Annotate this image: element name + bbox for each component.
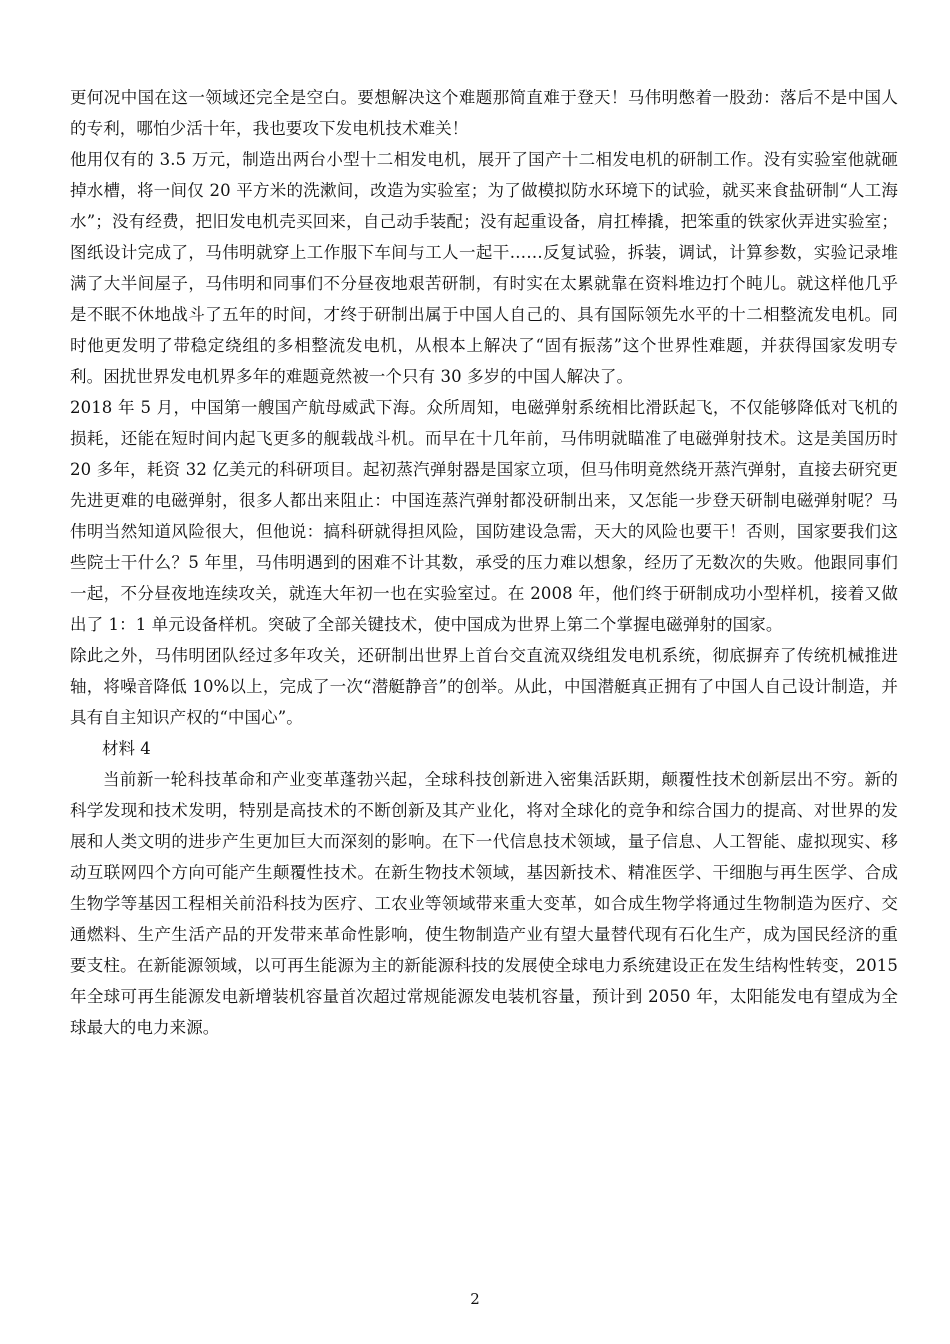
- paragraph-material-4: 当前新一轮科技革命和产业变革蓬勃兴起，全球科技创新进入密集活跃期，颠覆性技术创新层出不穷。新的科学发现和技术发明，特别是高技术的不断创新及其产业化，将对全球化的竞争和综合国力的提高、对世界的发展和人类文明的进步产生更加巨大而深刻的影响。在下一代信息技术领域，量子信息、人工智能、虚拟现实、移动互联网四个方向可能产生颠覆性技术。在新生物技术领域，基因新技术、精准医学、干细胞与再生医学、合成生物学等基因工程相关前沿科技为医疗、工农业等领域带来重大变革，如合成生物学将通过生物制造为医疗、交通燃料、生产生活产品的开发带来革命性影响，使生物制造产业有望大量替代现有石化生产，成为国民经济的重要支柱。在新能源领域，以可再生能源为主的新能源科技的发展使全球电力系统建设正在发生结构性转变，2015 年全球可再生能源发电新增装机容量首次超过常规能源发电装机容量，预计到 2050 年，太阳能发电有望成为全球最大的电力来源。: [70, 770, 898, 1037]
- paragraph-electromagnetic-catapult: 2018 年 5 月，中国第一艘国产航母威武下海。众所周知，电磁弹射系统相比滑跃起飞，不仅能够降低对飞机的损耗，还能在短时间内起飞更多的舰载战斗机。而早在十几年前，马伟明就瞄准了电磁弹射技术。这是美国历时 20 多年，耗资 32 亿美元的科研项目。起初蒸汽弹射器是国家立项，但马伟明竟然绕开蒸汽弹射，直接去研究更先进更难的电磁弹射，很多人都出来阻止：中国连蒸汽弹射都没研制出来，又怎能一步登天研制电磁弹射呢？马伟明当然知道风险很大，但他说：搞科研就得担风险，国防建设急需，天大的风险也要干！否则，国家要我们这些院士干什么？5 年里，马伟明遇到的困难不计其数，承受的压力难以想象，经历了无数次的失败。他跟同事们一起，不分昼夜地连续攻关，就连大年初一也在实验室过。在 2008 年，他们终于研制成功小型样机，接着又做出了 1：1 单元设备样机。突破了全部关键技术，使中国成为世界上第二个掌握电磁弹射的国家。: [70, 398, 898, 634]
- section-heading-material-4: 材料 4: [102, 739, 151, 758]
- document-body: [70, 82, 898, 1043]
- page-number: 2: [470, 1290, 480, 1308]
- paragraph-submarine: 除此之外，马伟明团队经过多年攻关，还研制出世界上首台交直流双绕组发电机系统，彻底摒弃了传统机械推进轴，将噪音降低 10%以上，完成了一次“潜艇静音”的创举。从此，中国潜艇真正拥有了中国人自己设计制造，并具有自主知识产权的“中国心”。: [70, 646, 898, 727]
- paragraph-generator-research: 他用仅有的 3.5 万元，制造出两台小型十二相发电机，展开了国产十二相发电机的研制工作。没有实验室他就砸掉水槽，将一间仅 20 平方米的洗漱间，改造为实验室；为了做模拟防水环境下的试验，就买来食盐研制“人工海水”；没有经费，把旧发电机壳买回来，自己动手装配；没有起重设备，肩扛棒撬，把笨重的铁家伙弄进实验室；图纸设计完成了，马伟明就穿上工作服下车间与工人一起干……反复试验，拆装，调试，计算参数，实验记录堆满了大半间屋子，马伟明和同事们不分昼夜地艰苦研制，有时实在太累就靠在资料堆边打个盹儿。就这样他几乎是不眠不休地战斗了五年的时间，才终于研制出属于中国人自己的、具有国际领先水平的十二相整流发电机。同时他更发明了带稳定绕组的多相整流发电机，从根本上解决了“固有振荡”这个世界性难题，并获得国家发明专利。困扰世界发电机界多年的难题竟然被一个只有 30 多岁的中国人解决了。: [70, 150, 898, 386]
- paragraph-intro: 更何况中国在这一领域还完全是空白。要想解决这个难题那简直难于登天！马伟明憋着一股劲：落后不是中国人的专利，哪怕少活十年，我也要攻下发电机技术难关！: [70, 88, 898, 138]
